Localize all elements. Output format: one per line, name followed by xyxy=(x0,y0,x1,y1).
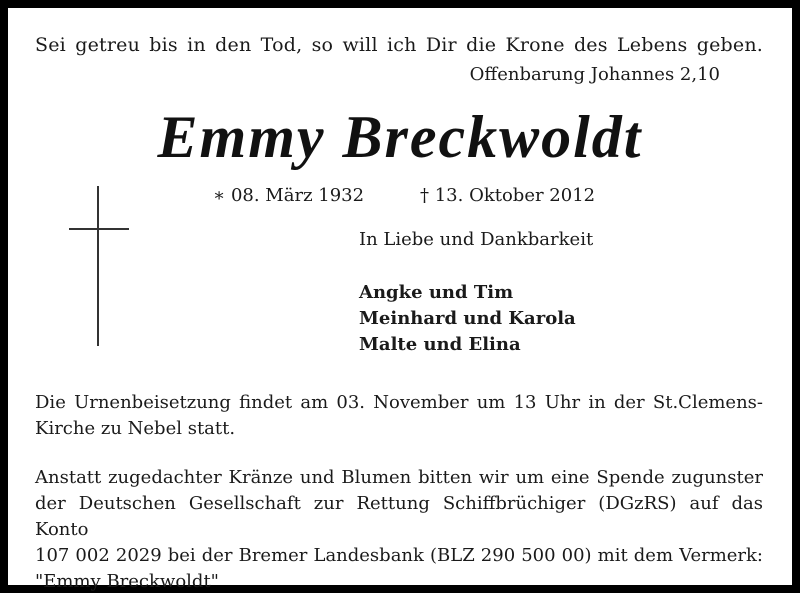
bible-quote: Sei getreu bis in den Tod, so will ich Dir die Krone des Lebens geben. xyxy=(35,34,763,56)
donation-request xyxy=(35,465,763,595)
bible-quote-source: Offenbarung Johannes 2,10 xyxy=(469,64,720,85)
donation-line: "Emmy Breckwoldt" xyxy=(35,571,219,592)
mourner-name: Meinhard und Karola xyxy=(359,308,576,329)
dedication-text: In Liebe und Dankbarkeit xyxy=(359,229,594,250)
deceased-name: Emmy Breckwoldt xyxy=(157,104,643,170)
death-date: † 13. Oktober 2012 xyxy=(420,185,596,206)
mourner-name: Malte und Elina xyxy=(359,334,521,355)
birth-date: ∗ 08. März 1932 xyxy=(213,185,365,206)
donation-line: 107 002 2029 bei der Bremer Landesbank (BLZ 290 500 00) mit dem Vermerk: xyxy=(35,545,763,566)
mourners-list xyxy=(359,280,576,358)
donation-line: der Deutschen Gesellschaft zur Rettung Schiffbrüchiger (DGzRS) auf das Konto xyxy=(35,493,763,540)
cross-vertical-bar xyxy=(97,186,99,346)
burial-info: Die Urnenbeisetzung findet am 03. November um 13 Uhr in der St.Clemens-Kirche zu Nebel statt. xyxy=(35,392,763,439)
cross-horizontal-bar xyxy=(69,228,129,230)
mourner-name: Angke und Tim xyxy=(359,282,514,303)
donation-line: Anstatt zugedachter Kränze und Blumen bitten wir um eine Spende zugunster xyxy=(35,467,763,488)
